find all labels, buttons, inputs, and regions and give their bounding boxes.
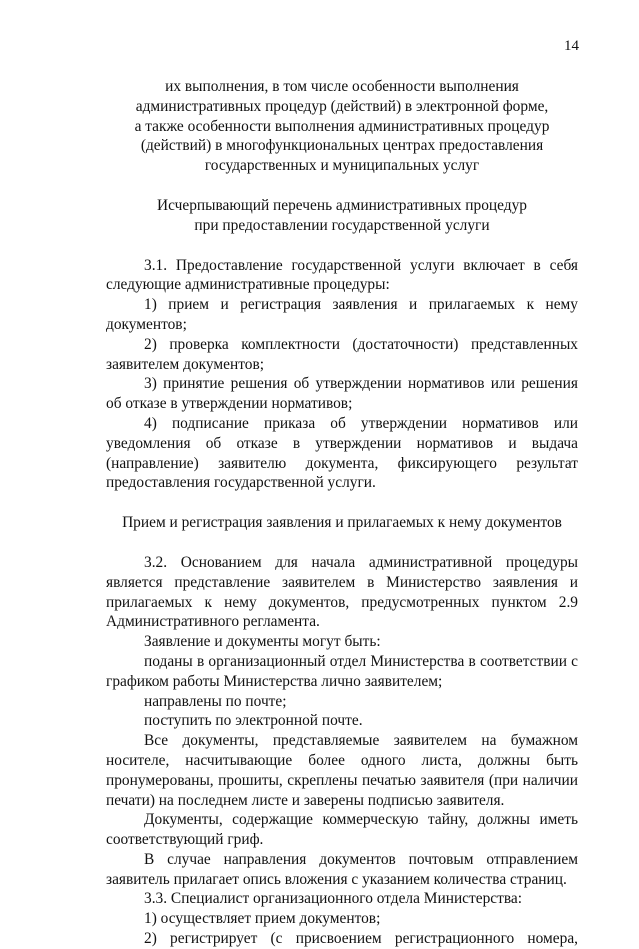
header-line: административных процедур (действий) в электронной форме,	[135, 97, 549, 115]
paragraph: Заявление и документы могут быть:	[144, 633, 381, 651]
list-item: 2) регистрирует (с присвоением регистрационного номера,	[144, 930, 578, 948]
paragraph: поданы в организационный отдел Министерства в соответствии с графиком работы Министерства лично заявителем;	[106, 652, 578, 690]
header-line: их выполнения, в том числе особенности выполнения	[165, 78, 519, 95]
header-line: (действий) в многофункциональных центрах предоставления	[140, 137, 544, 155]
list-item: 1) осуществляет прием документов;	[144, 910, 381, 928]
page-number: 14	[564, 38, 579, 54]
list-item: 1) прием и регистрация заявления и прилагаемых к нему документов;	[106, 296, 578, 333]
list-item: 2) проверка комплектности (достаточности) представленных заявителем документов;	[106, 335, 578, 373]
paragraph: Все документы, представляемые заявителем на бумажном носителе, насчитывающие более одного листа, должны быть пронумерованы, прошиты, скреплены печатью заявителя (при наличии печати) на последнем листе и заверены подписью заявителя.	[106, 732, 578, 809]
list-item: 4) подписание приказа об утверждении нормативов или уведомления об отказе в утверждении нормативов и выдача (направление) заявителю документа, фиксирующего результат предоставления государственной услуги.	[106, 414, 578, 492]
header-line: а также особенности выполнения административных процедур	[134, 117, 550, 135]
paragraph: направлены по почте;	[144, 692, 287, 710]
list-item: 3) принятие решения об утверждении нормативов или решения об отказе в утверждении нормативов;	[106, 375, 578, 413]
paragraph-3-1: 3.1. Предоставление государственной услуги включает в себя следующие административные процедуры:	[106, 256, 578, 294]
paragraph: В случае направления документов почтовым отправлением заявитель прилагает опись вложения с указанием количества страниц.	[106, 850, 578, 888]
section-title-line: при предоставлении государственной услуги	[194, 216, 490, 234]
header-block	[106, 77, 578, 176]
paragraph: поступить по электронной почте.	[144, 712, 363, 730]
paragraph: Документы, содержащие коммерческую тайну, должны иметь соответствующий гриф.	[106, 811, 578, 849]
document-body	[106, 77, 578, 949]
paragraph-3-2: 3.2. Основанием для начала административной процедуры является представление заявителем в Министерство заявления и прилагаемых к нему документов, предусмотренных пунктом 2.9 Административного регламента.	[106, 553, 578, 631]
section-title	[106, 196, 578, 236]
section-title-line: Исчерпывающий перечень административных процедур	[157, 196, 527, 214]
header-line: государственных и муниципальных услуг	[204, 157, 480, 175]
subsection-title: Прием и регистрация заявления и прилагаемых к нему документов	[122, 514, 562, 532]
paragraph-3-3: 3.3. Специалист организационного отдела Министерства:	[144, 890, 522, 908]
